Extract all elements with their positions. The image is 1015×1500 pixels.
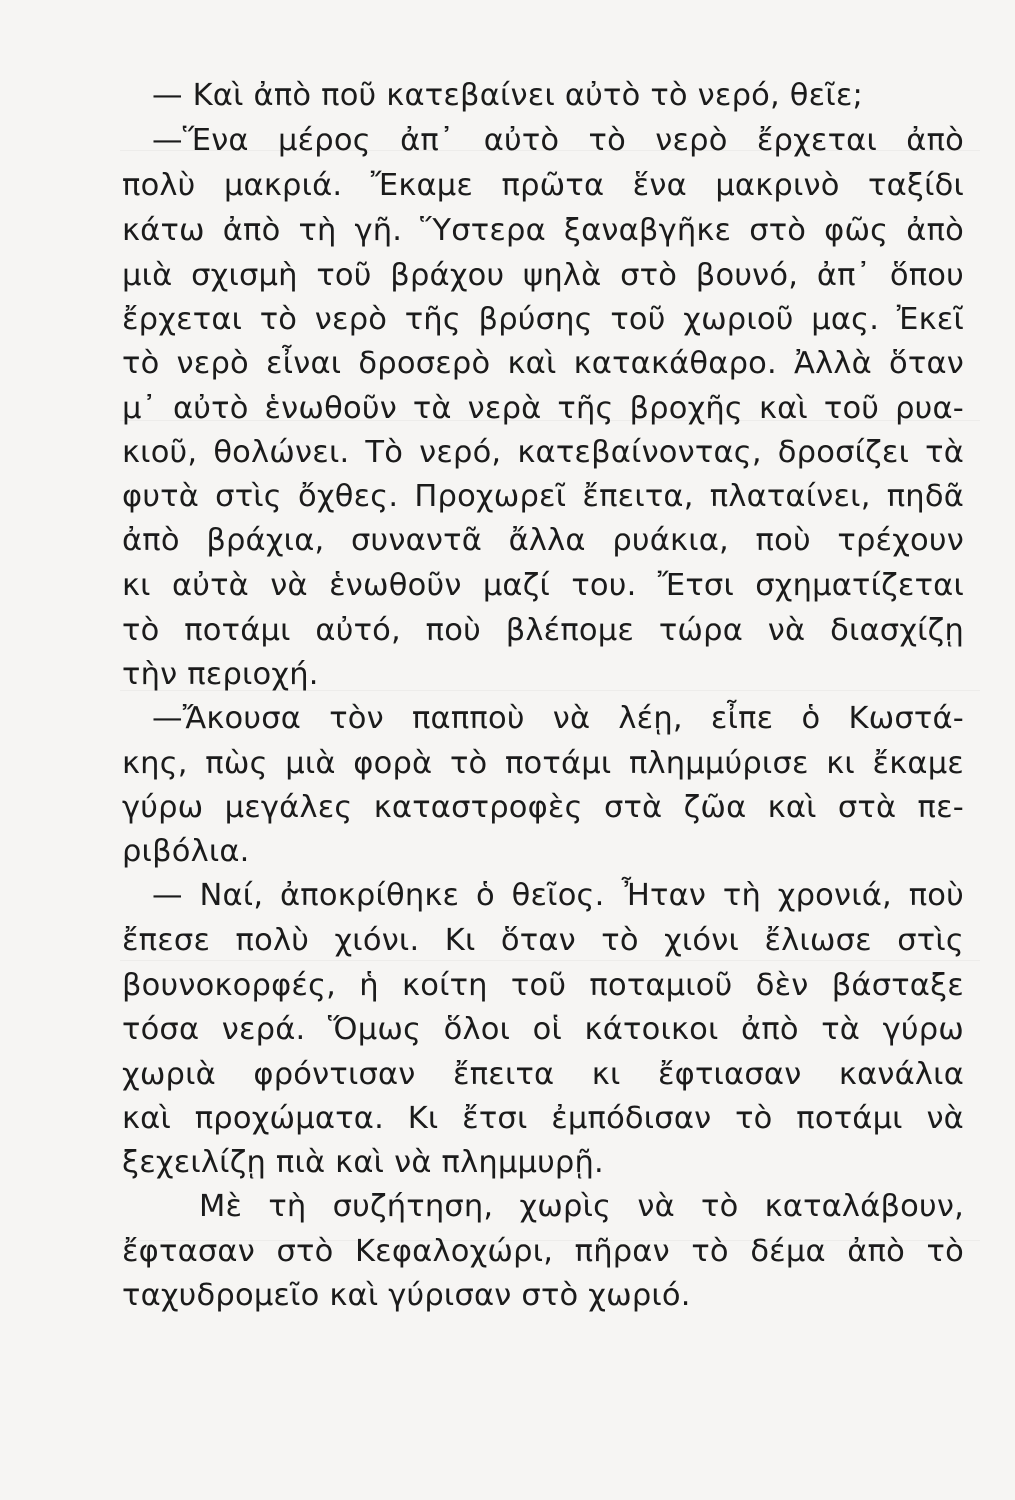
text-line: τόσα νερά. Ὅμως ὅλοι οἱ κάτοικοι ἀπὸ τὰ γύρω [122,1012,964,1047]
text-line: — Καὶ ἀπὸ ποῦ κατεβαίνει αὐτὸ τὸ νερό, θεῖε; [152,78,864,113]
bleed-through-line [120,420,980,421]
bleed-through-line [120,960,980,961]
text-line: γύρω μεγάλες καταστροφὲς στὰ ζῶα καὶ στὰ πε- [122,790,964,825]
text-line: ἔφτασαν στὸ Κεφαλοχώρι, πῆραν τὸ δέμα ἀπὸ τὸ [122,1234,964,1269]
text-line: —Ἕνα μέρος ἀπ᾽ αὐτὸ τὸ νερὸ ἔρχεται ἀπὸ [152,123,964,158]
text-line: ταχυδρομεῖο καὶ γύρισαν στὸ χωριό. [122,1278,691,1313]
text-line: χωριὰ φρόντισαν ἔπειτα κι ἔφτιασαν κανάλια [122,1057,964,1092]
text-line: τὸ ποτάμι αὐτό, ποὺ βλέπομε τώρα νὰ διασχίζῃ [122,613,964,648]
text-line: μ᾽ αὐτὸ ἑνωθοῦν τὰ νερὰ τῆς βροχῆς καὶ τοῦ ρυα- [122,391,964,426]
text-line: ἔπεσε πολὺ χιόνι. Κι ὅταν τὸ χιόνι ἔλιωσε στὶς [122,923,964,958]
text-line: τὴν περιοχή. [122,657,319,692]
text-line: πολὺ μακριά. Ἔκαμε πρῶτα ἕνα μακρινὸ ταξίδι [122,168,964,203]
text-line: φυτὰ στὶς ὄχθες. Προχωρεῖ ἔπειτα, πλαταίνει, πηδᾶ [122,479,964,514]
text-line: ριβόλια. [122,834,250,869]
text-line: Μὲ τὴ συζήτηση, χωρὶς νὰ τὸ καταλάβουν, [199,1189,964,1224]
text-line: — Ναί, ἀποκρίθηκε ὁ θεῖος. Ἦταν τὴ χρονιά, ποὺ [152,878,964,913]
text-line: ἀπὸ βράχια, συναντᾶ ἄλλα ρυάκια, ποὺ τρέχουν [122,523,964,558]
text-line: κι αὐτὰ νὰ ἑνωθοῦν μαζί του. Ἔτσι σχηματίζεται [122,568,964,603]
text-line: τὸ νερὸ εἶναι δροσερὸ καὶ κατακάθαρο. Ἀλλὰ ὅταν [122,346,964,381]
text-line: μιὰ σχισμὴ τοῦ βράχου ψηλὰ στὸ βουνό, ἀπ᾽ ὅπου [122,258,964,293]
bleed-through-line [120,150,980,151]
text-line: ξεχειλίζῃ πιὰ καὶ νὰ πλημμυρῇ. [122,1145,604,1180]
text-line: κιοῦ, θολώνει. Τὸ νερό, κατεβαίνοντας, δροσίζει τὰ [122,435,964,470]
text-line: —Ἄκουσα τὸν παπποὺ νὰ λέῃ, εἶπε ὁ Κωστά- [152,701,964,736]
text-line: ἔρχεται τὸ νερὸ τῆς βρύσης τοῦ χωριοῦ μας. Ἐκεῖ [122,302,964,337]
text-line: κης, πὼς μιὰ φορὰ τὸ ποτάμι πλημμύρισε κι ἔκαμε [122,746,964,781]
bleed-through-line [120,1240,980,1241]
bleed-through-line [120,690,980,691]
text-line: κάτω ἀπὸ τὴ γῆ. Ὕστερα ξαναβγῆκε στὸ φῶς ἀπὸ [122,213,964,248]
text-line: βουνοκορφές, ἡ κοίτη τοῦ ποταμιοῦ δὲν βάσταξε [122,968,964,1003]
text-line: καὶ προχώματα. Κι ἔτσι ἐμπόδισαν τὸ ποτάμι νὰ [122,1101,964,1136]
